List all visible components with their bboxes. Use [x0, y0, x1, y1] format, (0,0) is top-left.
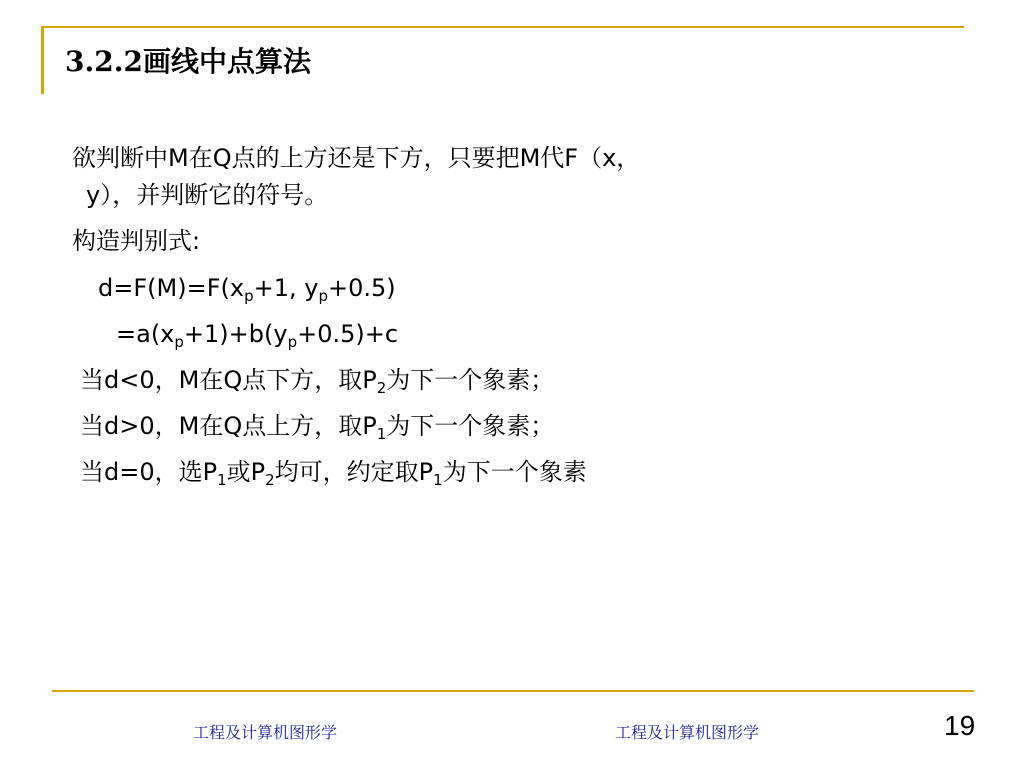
- formula-2-sub: p: [174, 333, 184, 351]
- formula-2-part: +1)+b(y: [183, 320, 288, 348]
- case-line-2: [72, 408, 640, 454]
- formula-1-sub: p: [244, 287, 254, 305]
- text-line-3: 构造判别式:: [72, 227, 201, 255]
- slide-body: [72, 140, 640, 500]
- formula-line-1: [72, 260, 640, 316]
- formula-line-2: [72, 316, 640, 362]
- bottom-rule: [52, 690, 974, 692]
- formula-2-part: =a(x: [116, 320, 175, 348]
- page-number: 19: [944, 710, 976, 741]
- formula-1-sub: p: [318, 287, 328, 305]
- case-1-part: 为下一个象素；: [386, 366, 555, 394]
- case-3-part: 当d=0，选P: [80, 458, 218, 486]
- case-line-1: [72, 362, 640, 408]
- footer-left-text: 工程及计算机图形学: [193, 723, 338, 742]
- case-3-sub: 1: [433, 471, 443, 489]
- formula-2-sub: p: [287, 333, 298, 351]
- case-line-3: [72, 454, 640, 500]
- top-rule: [42, 26, 964, 28]
- footer-center-text: 工程及计算机图形学: [615, 723, 760, 742]
- case-2-part: 当d>0，M在Q点上方，取P: [80, 412, 377, 440]
- formula-2-part: +0.5)+c: [297, 320, 399, 348]
- slide-title: 3.2.2画线中点算法: [65, 45, 311, 78]
- title-accent-bar: [41, 26, 44, 94]
- case-3-part: 为下一个象素: [442, 458, 587, 486]
- case-3-sub: 1: [217, 471, 227, 489]
- text-line-1: 欲判断中M在Q点的上方还是下方，只要把M代F（x，: [72, 144, 641, 172]
- case-1-part: 当d<0，M在Q点下方，取P: [80, 366, 377, 394]
- formula-1-part: +1, y: [253, 274, 319, 302]
- formula-1-part: +0.5): [327, 274, 396, 302]
- case-3-part: 或P: [226, 458, 266, 486]
- case-2-part: 为下一个象素；: [386, 412, 555, 440]
- text-line-2: y），并判断它的符号。: [86, 181, 329, 209]
- case-3-sub: 2: [265, 471, 275, 489]
- case-3-part: 均可，约定取P: [274, 458, 434, 486]
- case-1-sub: 2: [376, 379, 387, 397]
- case-2-sub: 1: [376, 425, 387, 443]
- formula-1-part: d=F(M)=F(x: [98, 274, 245, 302]
